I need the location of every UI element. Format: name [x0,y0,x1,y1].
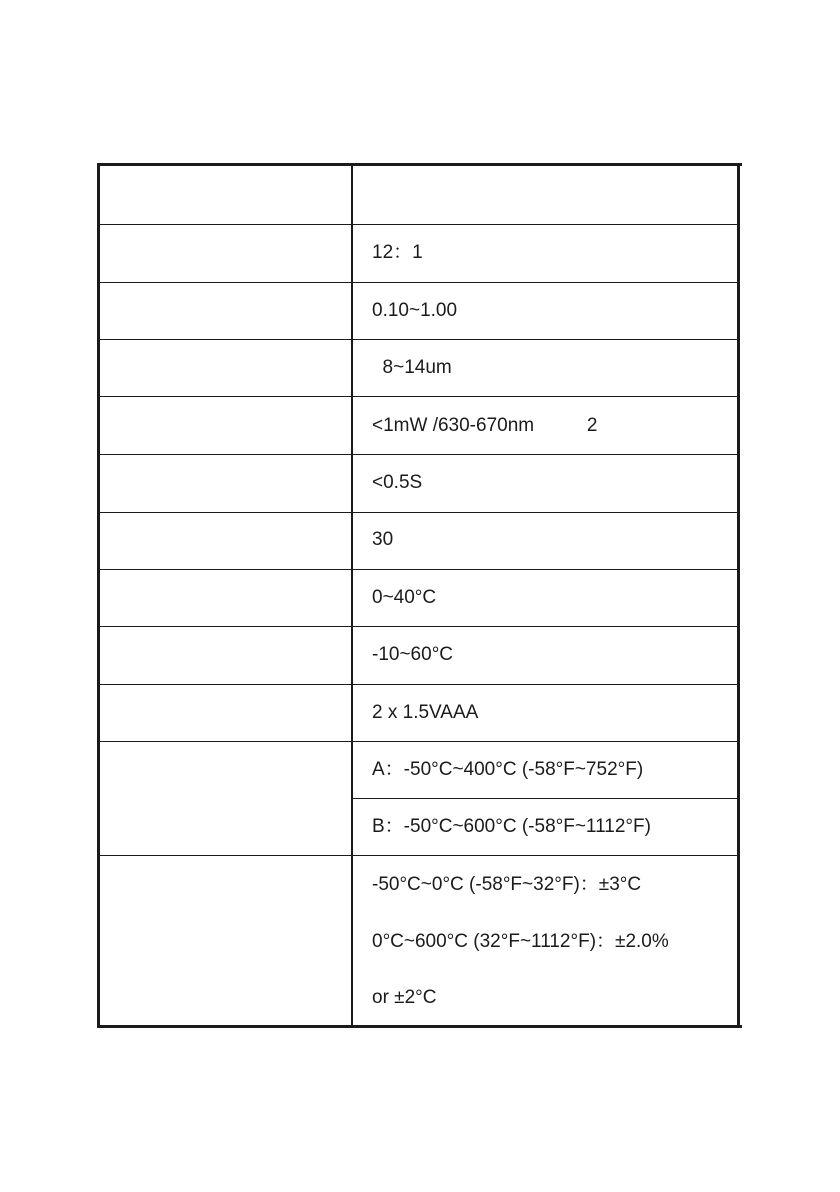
row-divider [100,855,737,856]
spec-value: A：-50°C~400°C (-58°F~752°F) [372,759,644,780]
spec-value: B：-50°C~600°C (-58°F~1112°F) [372,816,651,837]
spec-value: 2 x 1.5VAAA [372,702,479,723]
spec-value: 0.10~1.00 [372,300,458,321]
table-column-divider [351,163,353,1025]
spec-value: 0°C~600°C (32°F~1112°F)：±2.0% [372,931,669,952]
row-divider [353,798,737,799]
spec-value: <1mW /630-670nm 2 [372,415,598,436]
spec-value: 30 [372,529,394,550]
row-divider [100,396,737,397]
spec-value: -10~60°C [372,644,454,665]
row-divider [100,626,737,627]
row-divider [100,741,737,742]
row-divider [100,339,737,340]
row-divider [100,454,737,455]
table-left-border [97,163,100,1028]
row-divider [100,569,737,570]
row-divider [100,282,737,283]
table-right-border [737,163,740,1028]
table-top-border [97,163,742,166]
spec-value: 8~14um [372,357,452,378]
spec-value: 12：1 [372,242,423,263]
row-divider [100,512,737,513]
row-divider [100,684,737,685]
row-divider [100,224,737,225]
table-bottom-border [97,1025,742,1028]
spec-value: <0.5S [372,472,423,493]
spec-table [97,163,742,1028]
spec-value: or ±2°C [372,987,437,1008]
spec-value: -50°C~0°C (-58°F~32°F)：±3°C [372,874,642,895]
spec-value: 0~40°C [372,587,437,608]
